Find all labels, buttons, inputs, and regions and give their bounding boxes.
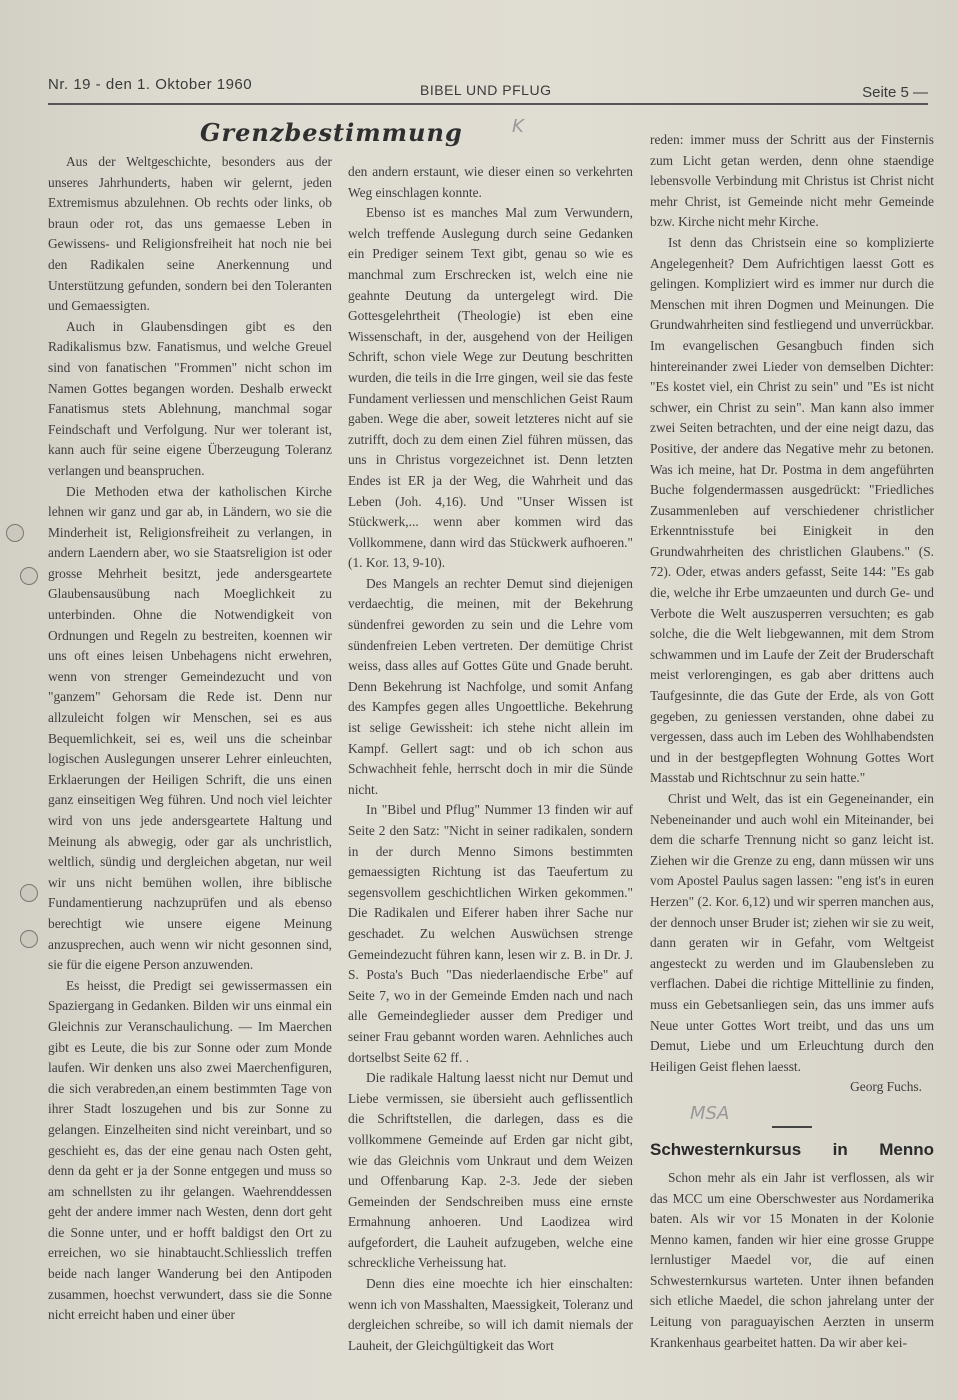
column-1 xyxy=(48,152,332,1326)
paragraph: den andern erstaunt, wie dieser einen so verkehrten Weg einschlagen konnte. xyxy=(348,164,633,200)
header-rule xyxy=(48,103,928,105)
paragraph: Die radikale Haltung laesst nicht nur Demut und Liebe vermissen, sie übersieht auch geflissentlich die Schriftstellen, die darlegen, dass es die vollkommene Gemeinde auf Erden gar nicht gibt, wie das Gleichnis vom Unkraut und dem Weizen und Offenbarung Kap. 2-3. Jede der sieben Gemeinden der Sendschreiben muss eine ernste Ermahnung anhoeren. Und Laodizea wird aufgefordert, die Lauheit aufzugeben, welche eine schreckliche Verheissung hat. xyxy=(348,1070,633,1271)
punch-hole xyxy=(6,524,24,542)
newspaper-title: BIBEL UND PFLUG xyxy=(420,82,552,98)
article-headline: Schwesternkursus in Menno xyxy=(650,1139,934,1159)
punch-hole xyxy=(20,884,38,902)
paragraph: Auch in Glaubensdingen gibt es den Radikalismus bzw. Fanatismus, und welche Greuel sind von fanatischen "Frommen" nicht schon im Namen Gottes begangen worden. Deshalb erweckt Fanatismus stets Ablehnung, manchmal sogar Feindschaft und Verfolgung. Nur wer tolerant ist, kann auch für seine eigene Überzeugung Toleranz verlangen und beanspruchen. xyxy=(48,318,332,478)
paragraph: Denn dies eine moechte ich hier einschalten: wenn ich von Masshalten, Maessigkeit, Toleranz und dergleichen schreibe, so will ich damit niemals der Lauheit, der Gleichgültigkeit das Wort xyxy=(348,1276,633,1353)
paragraph: Ebenso ist es manches Mal zum Verwundern, welch treffende Auslegung durch seine Gedanken ein Prediger seinem Text gibt, genau so wie es manchmal zum Erschrecken ist, welch eine nie geahnte Deutung da untergelegt wird. Die Gottesgelehrtheit (Theologie) ist eben eine Wissenschaft, in der, ausgehend von der Heiligen Schrift, schon viele Wege zur Deutung beschritten wurden, die teils in die Irre gingen, weil sie das feste Fundament verliessen und menschlichen Geist Raum gaben. Wege die aber, soweit letzteres nicht auf sie zutrifft, doch zu dem einen Ziel führen müssen, das uns in Christus vorgezeichnet ist. Denn letzten Endes ist ER ja der Weg, die Wahrheit und das Leben (Joh. 4,16). Und "Unser Wissen ist Stückwerk,... wenn aber kommen wird das Vollkommene, dann wird das Stückwerk aufhoeren." (1. Kor. 13, 9-10). xyxy=(348,205,633,571)
page-header xyxy=(48,76,928,100)
paragraph: Ist denn das Christsein eine so komplizierte Angelegenheit? Dem Aufrichtigen laesst Gott es gelingen. Kompliziert wird es immer nur durch die Menschen mit ihren Dogmen und Meinungen. Die Grundwahrheiten sind festliegend und unverrückbar. Im evangelischen Gesangbuch finden sich hintereinander zwei Lieder von demselben Dichter: "Es kostet viel, ein Christ zu sein" und "Es ist nicht schwer, ein Christ zu sein". Man kann also immer zwei Seiten betrachten, und der eine neigt dazu, das Positive, der andere das Negative mehr zu betonen. Was ich meine, hat Dr. Postma in dem angeführten Buche folgendermassen ausgedrückt: "Friedliches Zusammenleben auf verschiedener christlicher Erkenntnisstufe bei Einigkeit in den Grundwahrheiten des christlichen Glaubens." (S. 72). Oder, etwas anders gefasst, Seite 144: "Es gab die, welche ihr Erbe umzaeunten und durch Ge- und Verbote die Welt auszusperren versuchten; es gab solche, die die Welt liebgewannen, mit dem Strom schwammen und im Laufe der Zeit der Bruderschaft meist verlorengingen, es gab aber drittens auch Taufgesinnte, die das Gute der Erde, als von Gott gegeben, zu geniessen verstanden, ohne dabei zu vergessen, dass auch im Leben des Wohlhabendsten und in der bestgepflegten Wohnung Gottes Wort Masstab und Richtschnur zu sein hatte." xyxy=(650,234,934,786)
pencil-mark: K xyxy=(512,116,524,137)
paragraph: Des Mangels an rechter Demut sind diejenigen verdaechtig, die meinen, mit der Bekehrung sündenfrei geworden zu sein und die Lehre vom sündenfreien Leben vertreten. Der demütige Christ weiss, dass alles auf Gottes Güte und Gnade beruht. Denn Bekehrung ist Nachfolge, und somit Anfang des Kampfes gegen alles Ungoettliche. Bekehrung ist selige Gewissheit: ich stehe nicht allein im Kampf. Gellert sagt: und ob ich schon aus Schwachheit fehle, herrscht doch in mir die Sünde nicht. xyxy=(348,575,633,797)
paragraph: Es heisst, die Predigt sei gewissermassen ein Spaziergang in Gedanken. Bilden wir uns einmal ein Gleichnis zur Veranschaulichung. — Im Maerchen gibt es Leute, die bis zur Sonne oder zum Monde laufen. Wir denken uns also zwei Maerchenfiguren, die sich verabreden,an einem bestimmten Tage von ihrer Stadt loszugehen und bis zur Sonne zu gelangen. Einzelheiten sind nicht vereinbart, und so geschieht es, das der eine genau nach Osten geht, denn da geht er ja der Sonne entgegen und muss so am schnellsten zu ihr gelangen. Waehrenddessen geht der andere immer nach Westen, denn dort geht die Sonne unter, und er hofft baldigst den Ort zu erreichen, wo sie hinabtaucht.Schliesslich treffen beide nach langer Wanderung bei den Antipoden zusammen, hoechst verwundert, dass sie die Sonne nicht erreicht haben und einer über xyxy=(48,977,332,1323)
paragraph: Christ und Welt, das ist ein Gegeneinander, ein Nebeneinander und auch wohl ein Miteinander, bei dem die scharfe Trennung nicht so ganz leicht ist. Ziehen wir die Grenze zu eng, dann müssen wir uns vom Apostel Paulus sagen lassen: "eng ist's in euren Herzen" (2. Kor. 6,12) und wir sperren manchen aus, der dennoch unser Bruder ist; ziehen wir sie zu weit, dann geraten wir in Gefahr, vom Weltgeist angesteckt zu werden und im Glaubensleben zu verflachen. Dabei die richtige Mittellinie zu finden, muss ein Gebetsanliegen sein, das uns immer aufs Neue unter Gottes Wort treibt, und das uns um Demut, Liebe und um Erleuchtung durch den Heiligen Geist flehen laesst. xyxy=(650,791,934,1074)
punch-hole xyxy=(20,567,38,585)
paragraph: reden: immer muss der Schritt aus der Finsternis zum Licht getan werden, denn ohne staendige lebensvolle Verbindung mit Christus ist Christ nicht mehr Christ, ist Gemeinde nicht mehr Gemeinde bzw. Kirche nicht mehr Kirche. xyxy=(650,132,934,230)
author-signature: Georg Fuchs. xyxy=(850,1079,922,1095)
paragraph: Aus der Weltgeschichte, besonders aus der unseres Jahrhunderts, haben wir gelernt, jeden Extremismus abzulehnen. Ob rechts oder links, ob braun oder rot, das uns gemaesse Leben in Gewissens- und Religionsfreiheit hat noch nie bei den Radikalen seine Anerkennung und Unterstützung gefunden, sondern bei den Toleranten und Gemaessigten. xyxy=(48,154,332,314)
pencil-note: MSA xyxy=(690,1102,730,1124)
paragraph: In "Bibel und Pflug" Nummer 13 finden wir auf Seite 2 den Satz: "Nicht in seiner radikalen, sondern in der durch Menno Simons bestimmten gemaessigten Richtung ist das Taeufertum zu segensvollem geschichtlichen Wirken gekommen." Die Radikalen und Eiferer haben ihrer Sache nur geschadet. Zu welchen Auswüchsen strenge Gemeindezucht führen kann, lesen wir z. B. in Dr. J. S. Posta's Buch "Das niederlaendische Erbe" auf Seite 7, wo in der Gemeinde Emden nach und nach alle Gemeindeglieder ausser dem Prediger und seiner Frau gebannt worden waren. Aehnliches auch dortselbst Seite 62 ff. . xyxy=(348,802,633,1065)
punch-hole xyxy=(20,930,38,948)
issue-date: Nr. 19 - den 1. Oktober 1960 xyxy=(48,76,253,93)
section-divider xyxy=(772,1126,812,1128)
column-3 xyxy=(650,130,934,1353)
paragraph: Schon mehr als ein Jahr ist verflossen, als wir das MCC um eine Oberschwester aus Nordamerika baten. Als wir vor 15 Monaten in der Kolonie Menno kamen, fanden wir hier eine grosse Gruppe lernlustiger Maedel vor, die auf einen Schwesternkursus warteten. Unter ihnen befanden sich etliche Maedel, die schon jahrelang unter der Leitung von paraguayischen Aerzten in unserm Krankenhaus gearbeitet hatten. Da wir aber kei- xyxy=(650,1169,934,1350)
article-title: Grenzbestimmung xyxy=(200,118,463,147)
column-2 xyxy=(348,162,633,1356)
page-number: Seite 5 — xyxy=(862,84,928,101)
paragraph: Die Methoden etwa der katholischen Kirche lehnen wir ganz und gar ab, in Ländern, wo sie die Minderheit ist, Religionsfreiheit zu verlangen, in andern Laendern aber, wo sie Staatsreligion ist oder grosse Mehrheit besitzt, jede andersgeartete Glaubensausübung nach Moeglichkeit zu unterbinden. Ohne die Notwendigkeit von Ordnungen und Regeln zu bestreiten, koennen wir uns oft eines leisen Unbehagens nicht erwehren, wenn von strenger Gemeindezucht und von "ganzem" Gehorsam die Rede ist. Denn nur allzuleicht folgen wir Menschen, sei es aus Bequemlichkeit, sei es, weil uns die scheinbar logischen Auslegungen unserer Lehrer einleuchten, Erklaerungen der Heiligen Schrift, die uns einen ganz einseitigen Weg führen. Und noch viel leichter wird von uns jede andersgeartete Haltung und Meinung als abwegig, oder gar als unchristlich, weltlich, sündig und dergleichen abgetan, nur weil wir uns nicht bemühen wollen, ihre biblische Fundamentierung nachzuprüfen und als ebenso berechtigt wie unsere eigene Meinung anzusprechen, auch wenn wir nicht gesonnen sind, sie für die eigene Person anzuwenden. xyxy=(48,483,332,973)
